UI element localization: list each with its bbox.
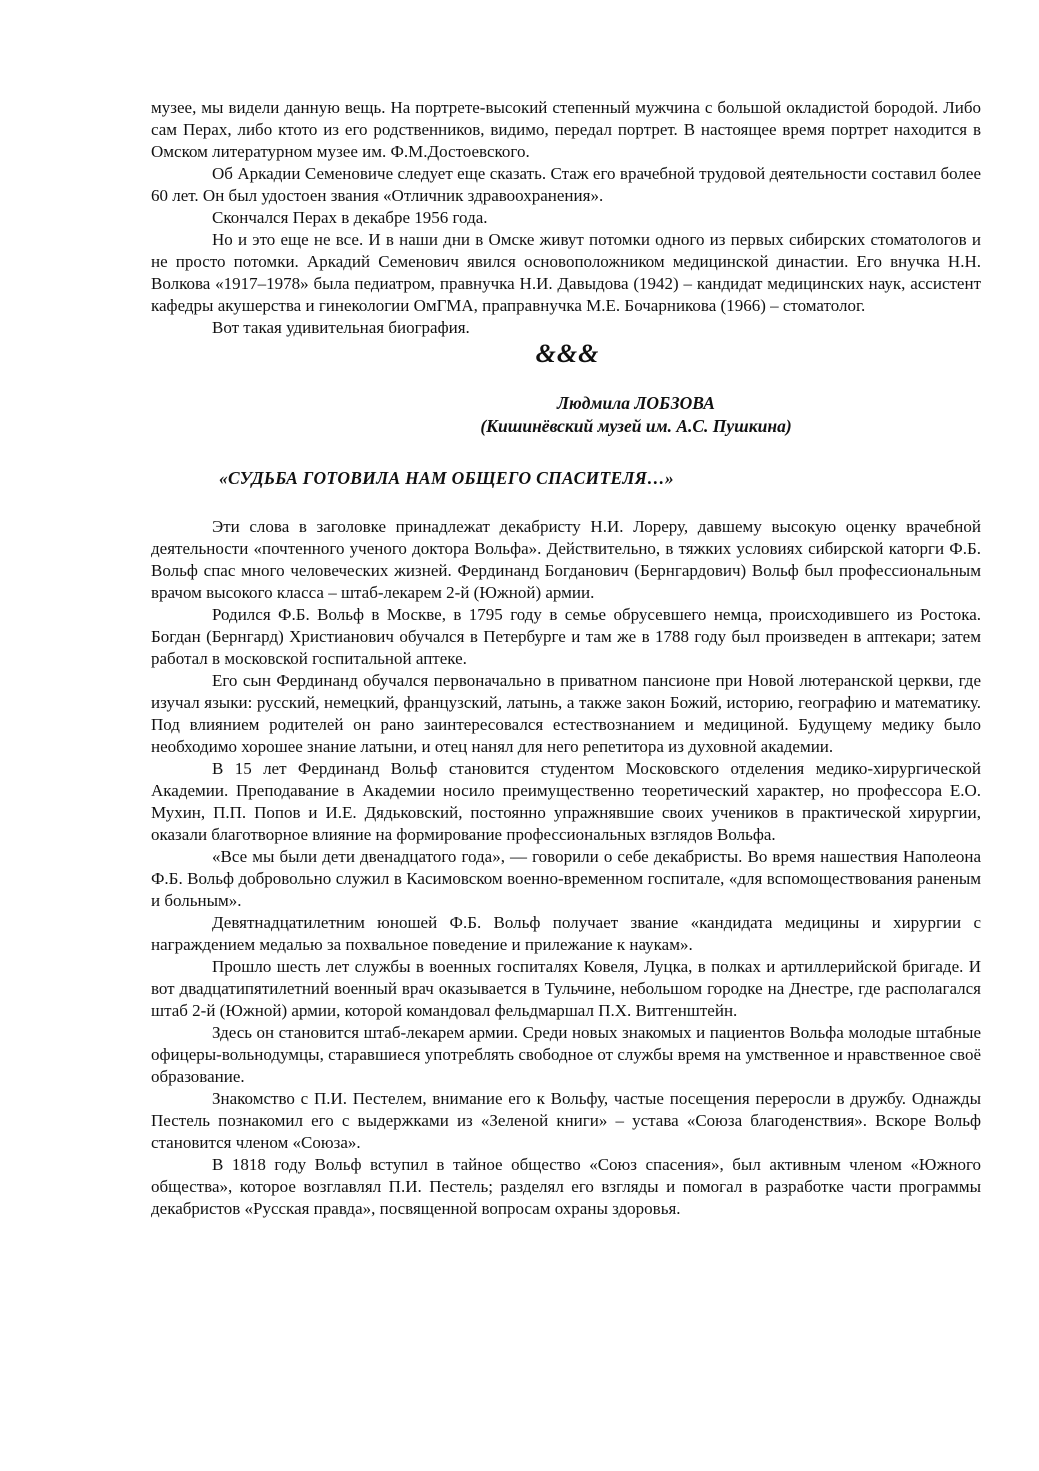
article-body (151, 516, 981, 1220)
intro-paragraph-1: музее, мы видели данную вещь. На портрете-высокий степенный мужчина с большой окладистой бородой. Либо сам Перах, либо ктото из его родственников, видимо, передал портрет. В настоящее время портрет находится в Омском литературном музее им. Ф.М.Достоевского. (151, 98, 981, 161)
body-paragraph-8: Здесь он становится штаб-лекарем армии. Среди новых знакомых и пациентов Вольфа молодые штабные офицеры-вольнодумцы, старавшиеся употреблять свободное от службы время на умственное и нравственное своё образование. (151, 1023, 981, 1086)
body-paragraph-6: Девятнадцатилетним юношей Ф.Б. Вольф получает звание «кандидата медицины и хирургии с награждением медалью за похвальное поведение и прилежание к наукам». (151, 913, 981, 954)
body-paragraph-7: Прошло шесть лет службы в военных госпиталях Ковеля, Луцка, в полках и артиллерийской бригаде. И вот двадцатипятилетний военный врач оказывается в Тульчине, небольшом городке на Днестре, где располагался штаб 2-й (Южной) армии, которой командовал фельдмаршал П.Х. Витгенштейн. (151, 957, 981, 1020)
body-paragraph-4: В 15 лет Фердинанд Вольф становится студентом Московского отделения медико-хирургической Академии. Преподавание в Академии носило преимущественно теоретический характер, но профессора Е.О. Мухин, П.П. Попов и И.Е. Дядьковский, постоянно упражнявшие своих учеников в практической хирургии, оказали благотворное влияние на формирование профессиональных взглядов Вольфа. (151, 759, 981, 844)
article-title: «СУДЬБА ГОТОВИЛА НАМ ОБЩЕГО СПАСИТЕЛЯ…» (219, 468, 674, 488)
intro-paragraph-3: Скончался Перах в декабре 1956 года. (212, 208, 488, 227)
body-paragraph-10: В 1818 году Вольф вступил в тайное общество «Союз спасения», был активным членом «Южного общества», которое возглавлял П.И. Пестель; разделял его взгляды и помогал в разработке части программы декабристов «Русская правда», посвященной вопросам охраны здоровья. (151, 1155, 981, 1218)
document-page (151, 97, 981, 1220)
body-paragraph-9: Знакомство с П.И. Пестелем, внимание его к Вольфу, частые посещения переросли в дружбу. Однажды Пестель познакомил его с выдержками из «Зеленой книги» – устава «Союза благоденствия». Вскоре Вольф становится членом «Союза». (151, 1089, 981, 1152)
intro-paragraph-2: Об Аркадии Семеновиче следует еще сказать. Стаж его врачебной трудовой деятельности составил более 60 лет. Он был удостоен звания «Отличник здравоохранения». (151, 164, 981, 205)
body-paragraph-5: «Все мы были дети двенадцатого года», — говорили о себе декабристы. Во время нашествия Наполеона Ф.Б. Вольф добровольно служил в Касимовском военно-временном госпитале, «для вспомоществования раненым и больным». (151, 847, 981, 910)
intro-paragraph-5: Вот такая удивительная биография. (212, 318, 470, 337)
body-paragraph-3: Его сын Фердинанд обучался первоначально в приватном пансионе при Новой лютеранской церкви, где изучал языки: русский, немецкий, французский, латынь, а также закон Божий, историю, географию и математику. Под влиянием родителей он рано заинтересовался естествознанием и медициной. Будущему медику было необходимо хорошее знание латыни, и отец нанял для него репетитора из духовной академии. (151, 671, 981, 756)
intro-paragraph-4: Но и это еще не все. И в наши дни в Омске живут потомки одного из первых сибирских стоматологов и не просто потомки. Аркадий Семенович явился основоположником медицинской династии. Его внучка Н.Н. Волкова «1917–1978» была педиатром, правнучка Н.И. Давыдова (1942) – кандидат медицинских наук, ассистент кафедры акушерства и гинекологии ОмГМА, праправнучка М.Е. Бочарникова (1966) – стоматолог. (151, 230, 981, 315)
body-paragraph-2: Родился Ф.Б. Вольф в Москве, в 1795 году в семье обрусевшего немца, происходившего из Ростока. Богдан (Бернгард) Христианович обучался в Петербурге и там же в 1788 году был произведен в аптекари; затем работал в московской госпитальной аптеке. (151, 605, 981, 668)
author-affiliation: (Кишинёвский музей им. А.С. Пушкина) (480, 416, 792, 436)
body-paragraph-1: Эти слова в заголовке принадлежат декабристу Н.И. Лореру, давшему высокую оценку врачебной деятельности «почтенного ученого доктора Вольфа». Действительно, в тяжких условиях сибирской каторги Ф.Б. Вольф спас много человеческих жизней. Фердинанд Богданович (Бернгардович) Вольф был профессиональным врачом высокого класса – штаб-лекарем 2-й (Южной) армии. (151, 517, 981, 602)
author-name: Людмила ЛОБЗОВА (557, 393, 715, 413)
author-block (151, 392, 981, 438)
section-separator: &&& (535, 339, 600, 368)
